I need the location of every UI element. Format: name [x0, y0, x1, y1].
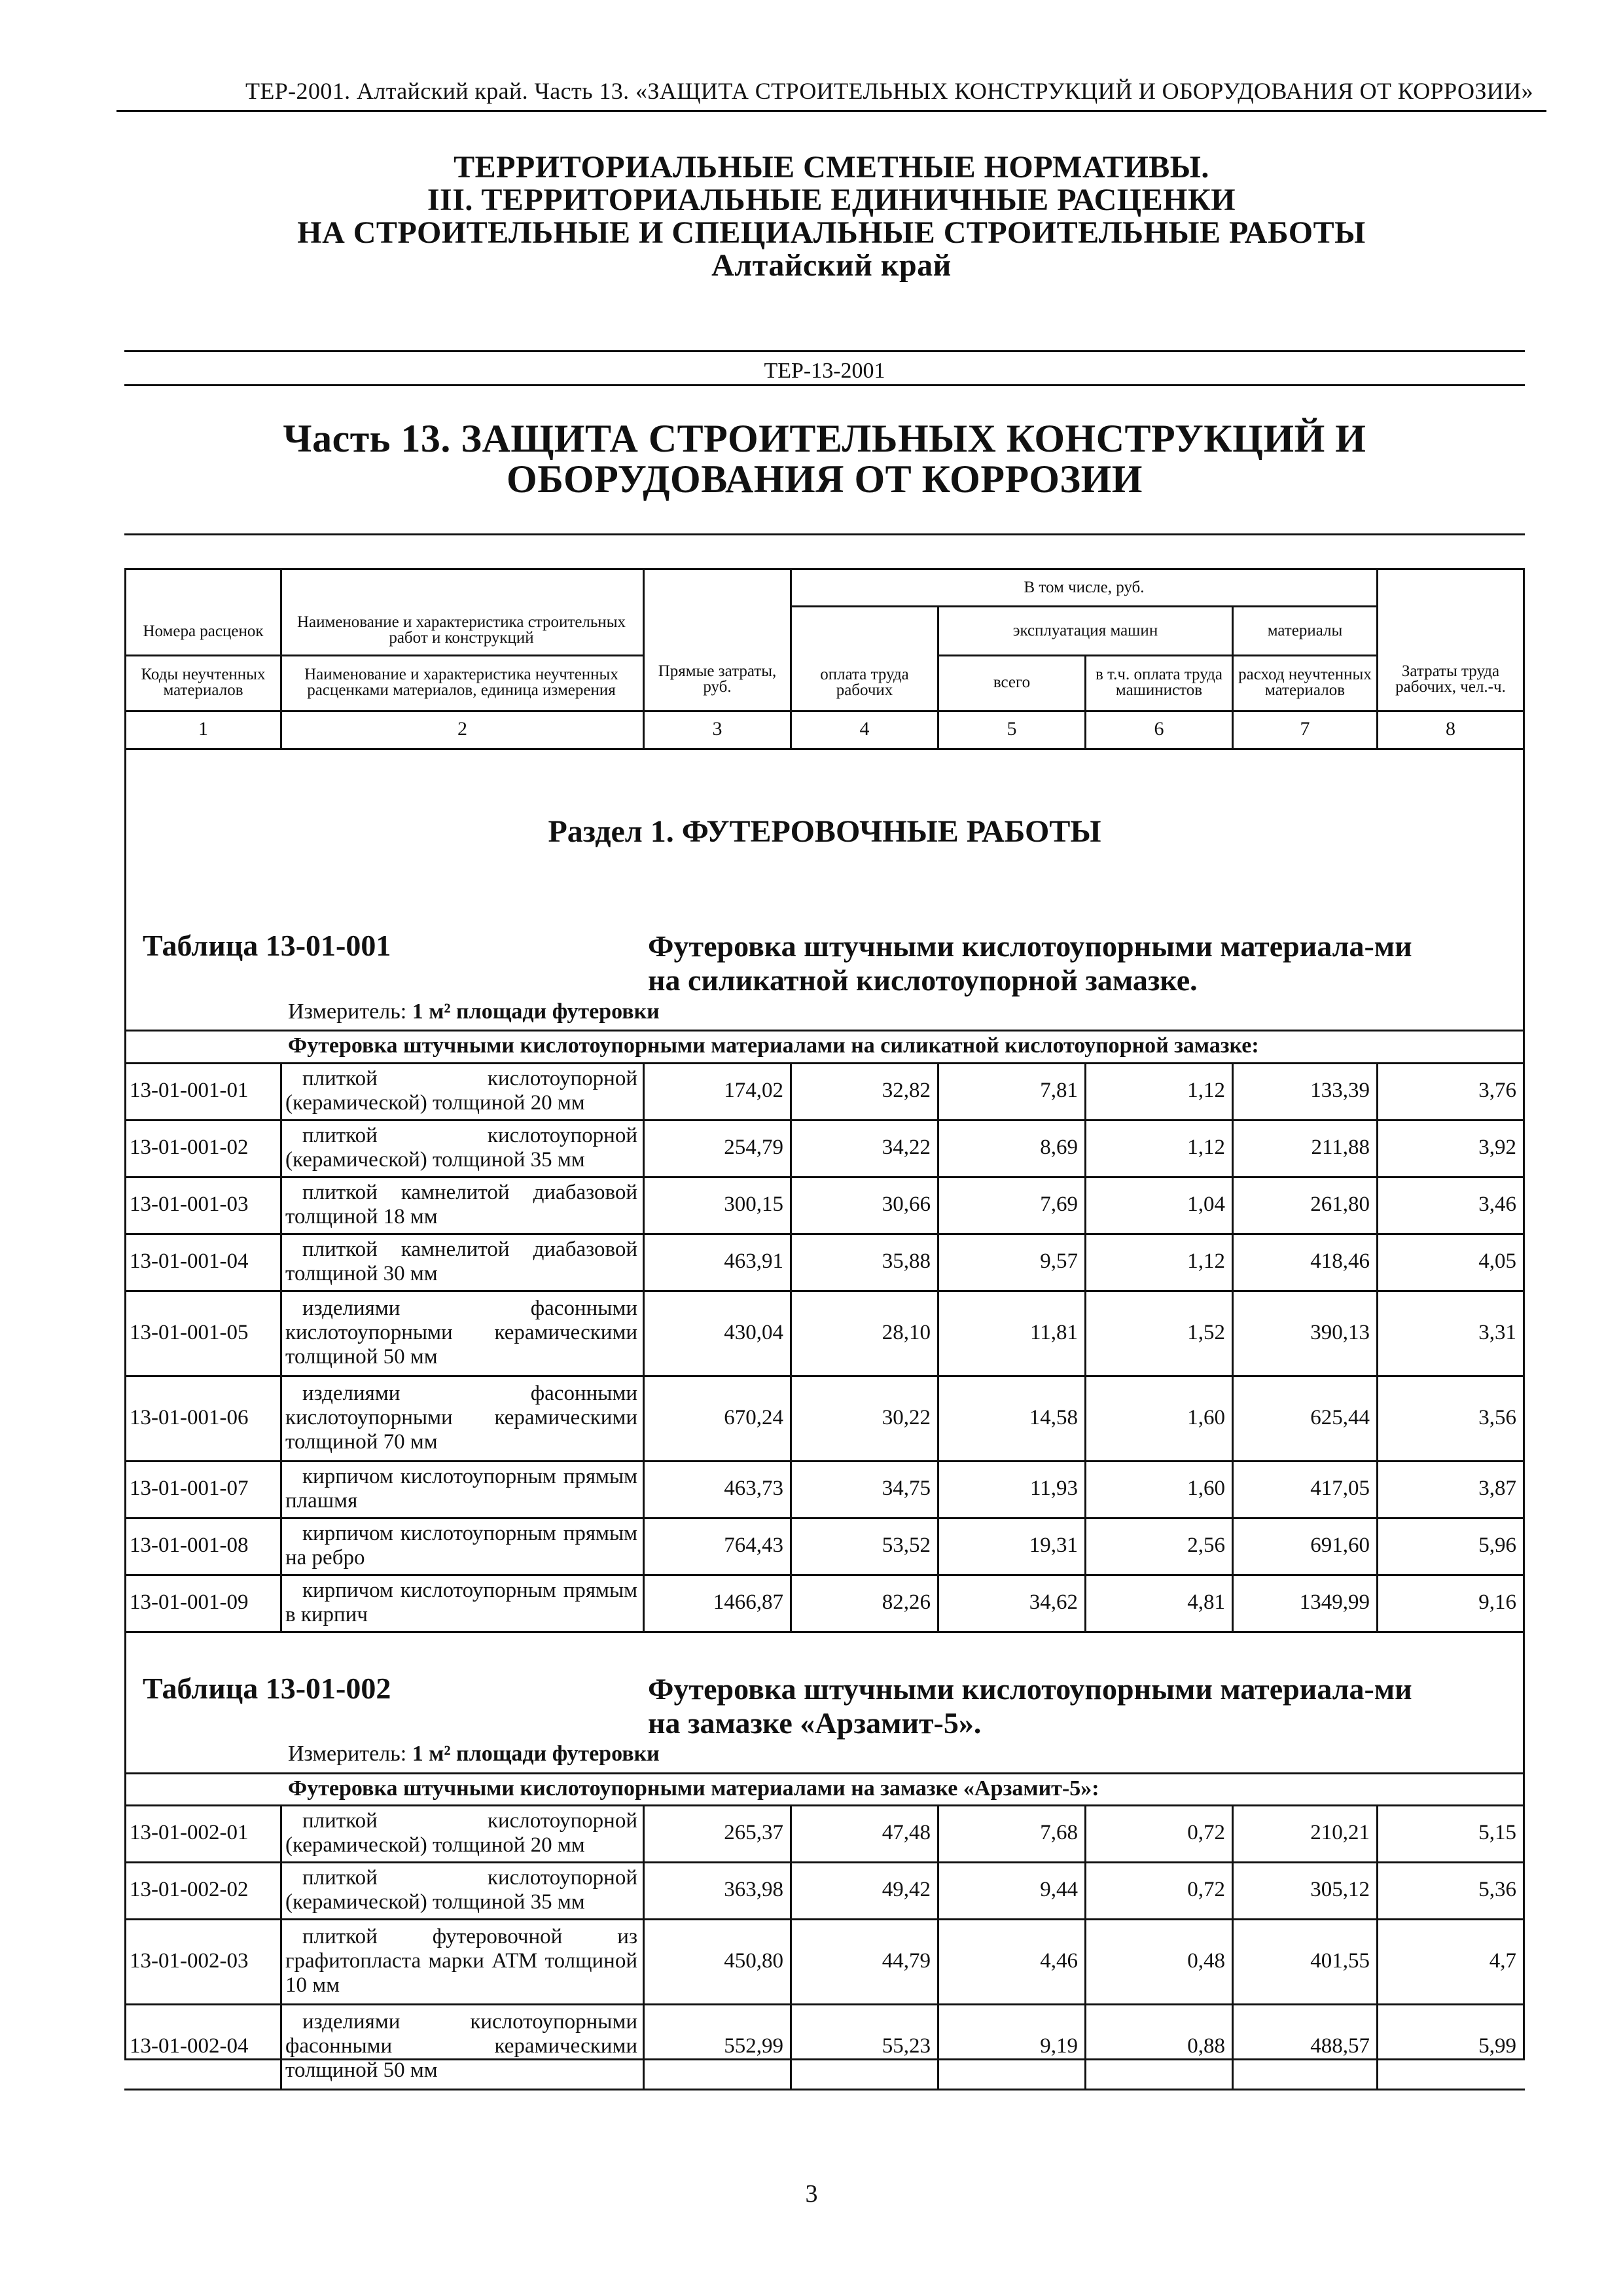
labor-pay: 35,88 [882, 1249, 931, 1273]
operator-pay: 0,72 [1187, 1878, 1225, 1901]
row-divider [124, 1631, 1525, 1633]
labor-pay: 30,22 [882, 1405, 931, 1429]
row-divider [124, 2089, 1525, 2090]
doc-title-region: Алтайский край [711, 248, 952, 283]
work-name: изделиями кислотоупорными фасонными керамическими толщиной 50 мм [285, 2009, 637, 2082]
table-2-number: Таблица 13-01-002 [143, 1672, 391, 1705]
column-number-7: 7 [1300, 718, 1310, 740]
column-number-5: 5 [1007, 718, 1017, 740]
rate-code: 13-01-002-04 [130, 2034, 249, 2058]
work-name: плиткой кислотоупорной (керамической) толщиной 35 мм [285, 1123, 637, 1172]
table-2-group-line-top [124, 1772, 1525, 1774]
labor-hours: 3,56 [1478, 1405, 1516, 1429]
materials-cost: 210,21 [1310, 1821, 1370, 1844]
work-name-cell [285, 1233, 637, 1290]
direct-cost: 363,98 [724, 1878, 783, 1901]
table-row [124, 1574, 1525, 1631]
materials-cost: 417,05 [1310, 1477, 1370, 1500]
direct-cost: 300,15 [724, 1193, 783, 1216]
labor-hours: 5,96 [1478, 1534, 1516, 1557]
operator-pay: 1,12 [1187, 1079, 1225, 1102]
labor-hours: 4,7 [1489, 1948, 1516, 1973]
table-row [124, 1119, 1525, 1176]
column-divider [1232, 1062, 1234, 1631]
running-header [116, 71, 1546, 112]
labor-hours: 5,36 [1478, 1878, 1516, 1901]
work-name: плиткой кислотоупорной (керамической) толщиной 20 мм [285, 1066, 637, 1115]
operator-pay: 1,12 [1187, 1249, 1225, 1273]
work-name-cell [285, 1119, 637, 1176]
work-name-cell [285, 1861, 637, 1918]
work-name: кирпичом кислотоупорным прямым в кирпич [285, 1578, 637, 1626]
operator-pay: 0,88 [1187, 2034, 1225, 2058]
column-divider [937, 1062, 939, 1631]
header-labor-pay: оплата труда рабочих [820, 666, 909, 699]
table-row [124, 1176, 1525, 1233]
doc-title-line-1: ТЕРРИТОРИАЛЬНЫЕ СМЕТНЫЕ НОРМАТИВЫ. [454, 150, 1209, 185]
header-material-name: Наименование и характеристика неучтенных расценками материалов, единица измерения [304, 666, 618, 699]
column-number-1: 1 [198, 718, 208, 740]
column-number-6: 6 [1154, 718, 1164, 740]
table-row [124, 1517, 1525, 1574]
direct-cost: 1466,87 [713, 1590, 783, 1614]
header-including: В том числе, руб. [1024, 578, 1145, 596]
labor-pay: 49,42 [882, 1878, 931, 1901]
direct-cost: 450,80 [724, 1948, 783, 1973]
direct-cost: 670,24 [724, 1405, 783, 1429]
direct-cost: 174,02 [724, 1079, 783, 1102]
materials-cost: 625,44 [1310, 1405, 1370, 1429]
work-name: плиткой камнелитой диабазовой толщиной 30 мм [285, 1237, 637, 1285]
operator-pay: 4,81 [1187, 1590, 1225, 1614]
work-name: плиткой кислотоупорной (керамической) толщиной 20 мм [285, 1808, 637, 1857]
materials-cost: 418,46 [1310, 1249, 1370, 1273]
header-rate-numbers: Номера расценок [143, 622, 264, 640]
work-name-cell [285, 1517, 637, 1574]
operator-pay: 2,56 [1187, 1534, 1225, 1557]
machines-total: 14,58 [1029, 1405, 1078, 1429]
code-rule-top [124, 350, 1525, 352]
part-title-line-2: ОБОРУДОВАНИЯ ОТ КОРРОЗИИ [507, 457, 1143, 501]
table-1-title: Футеровка штучными кислотоупорными материала-ми на силикатной кислотоупорной замазке. [648, 929, 1412, 997]
machines-total: 7,68 [1040, 1821, 1078, 1844]
work-name: плиткой футеровочной из графитопласта марки АТМ толщиной 10 мм [285, 1924, 637, 1997]
table-2-title: Футеровка штучными кислотоупорными материала-ми на замазке «Арзамит-5». [648, 1672, 1412, 1740]
rate-code: 13-01-001-08 [130, 1534, 249, 1557]
materials-cost: 211,88 [1311, 1136, 1370, 1159]
operator-pay: 0,72 [1187, 1821, 1225, 1844]
work-name: изделиями фасонными кислотоупорными керамическими толщиной 50 мм [285, 1296, 637, 1369]
column-divider [790, 1062, 792, 1631]
machines-total: 7,69 [1040, 1193, 1078, 1216]
work-name-cell [285, 1375, 637, 1460]
code-rule-bottom [124, 384, 1525, 386]
operator-pay: 1,60 [1187, 1405, 1225, 1429]
labor-pay: 34,75 [882, 1477, 931, 1500]
materials-cost: 488,57 [1310, 2034, 1370, 2058]
header-machines-total: всего [993, 673, 1031, 691]
machines-total: 8,69 [1040, 1136, 1078, 1159]
materials-cost: 133,39 [1310, 1079, 1370, 1102]
table-row [124, 1375, 1525, 1460]
work-name-cell [285, 1574, 637, 1631]
machines-total: 19,31 [1029, 1534, 1078, 1557]
column-divider [790, 1804, 792, 2089]
rate-code: 13-01-001-05 [130, 1320, 249, 1344]
table-1-meter-label: Измеритель: [288, 999, 407, 1024]
rate-code: 13-01-001-02 [130, 1136, 249, 1159]
doc-title-line-2: III. ТЕРРИТОРИАЛЬНЫЕ ЕДИНИЧНЫЕ РАСЦЕНКИ [427, 183, 1236, 217]
work-name-cell [285, 1062, 637, 1119]
labor-pay: 47,48 [882, 1821, 931, 1844]
materials-cost: 691,60 [1310, 1534, 1370, 1557]
machines-total: 34,62 [1029, 1590, 1078, 1614]
section-title: Раздел 1. ФУТЕРОВОЧНЫЕ РАБОТЫ [548, 814, 1101, 849]
labor-hours: 3,92 [1478, 1136, 1516, 1159]
work-name-cell [285, 1176, 637, 1233]
table-row [124, 1861, 1525, 1918]
column-divider [643, 1804, 645, 2089]
document-code: ТЕР-13-2001 [764, 359, 885, 383]
labor-hours: 3,76 [1478, 1079, 1516, 1102]
header-material-codes: Коды неучтенных материалов [141, 666, 266, 699]
machines-total: 4,46 [1040, 1948, 1078, 1973]
materials-cost: 401,55 [1310, 1948, 1370, 1973]
labor-pay: 34,22 [882, 1136, 931, 1159]
table-row [124, 1460, 1525, 1517]
table-2-group-heading: Футеровка штучными кислотоупорными материалами на замазке «Арзамит-5»: [288, 1776, 1099, 1801]
labor-hours: 4,05 [1478, 1249, 1516, 1273]
rate-code: 13-01-001-03 [130, 1193, 249, 1216]
labor-pay: 82,26 [882, 1590, 931, 1614]
table-border-top [124, 533, 1525, 535]
table-row [124, 1918, 1525, 2003]
table-1-meter-value: 1 м² площади футеровки [412, 999, 660, 1024]
direct-cost: 254,79 [724, 1136, 783, 1159]
rate-code: 13-01-002-01 [130, 1821, 249, 1844]
machines-total: 9,19 [1040, 2034, 1078, 2058]
direct-cost: 764,43 [724, 1534, 783, 1557]
column-number-3: 3 [712, 718, 722, 740]
header-line-numbers-bottom [124, 748, 1525, 750]
column-number-4: 4 [859, 718, 870, 740]
labor-hours: 3,46 [1478, 1193, 1516, 1216]
page-number: 3 [805, 2180, 818, 2208]
rate-code: 13-01-001-09 [130, 1590, 249, 1614]
labor-pay: 53,52 [882, 1534, 931, 1557]
direct-cost: 430,04 [724, 1320, 783, 1344]
header-labor-hours: Затраты труда рабочих, чел.-ч. [1395, 662, 1506, 696]
doc-title-line-3: НА СТРОИТЕЛЬНЫЕ И СПЕЦИАЛЬНЫЕ СТРОИТЕЛЬНЫЕ РАБОТЫ [297, 215, 1366, 250]
table-row [124, 1290, 1525, 1375]
work-name: изделиями фасонными кислотоупорными керамическими толщиной 70 мм [285, 1381, 637, 1454]
table-2-meter-value: 1 м² площади футеровки [412, 1742, 660, 1766]
work-name-cell [285, 1804, 637, 1861]
machines-total: 9,44 [1040, 1878, 1078, 1901]
rate-code: 13-01-001-01 [130, 1079, 249, 1102]
materials-cost: 305,12 [1310, 1878, 1370, 1901]
labor-pay: 55,23 [882, 2034, 931, 2058]
table-1-group-heading: Футеровка штучными кислотоупорными материалами на силикатной кислотоупорной замазке: [288, 1033, 1259, 1058]
table-1-number: Таблица 13-01-001 [143, 929, 391, 962]
labor-pay: 30,66 [882, 1193, 931, 1216]
work-name: кирпичом кислотоупорным прямым на ребро [285, 1521, 637, 1570]
table-row [124, 1062, 1525, 1119]
rate-code: 13-01-002-02 [130, 1878, 249, 1901]
labor-hours: 3,31 [1478, 1320, 1516, 1344]
table-row [124, 2003, 1525, 2089]
header-line-numbers-top [124, 710, 1525, 712]
work-name: плиткой камнелитой диабазовой толщиной 18 мм [285, 1180, 637, 1229]
labor-hours: 3,87 [1478, 1477, 1516, 1500]
column-divider [280, 1804, 282, 2089]
rate-code: 13-01-001-04 [130, 1249, 249, 1273]
table-2-meter [288, 1741, 660, 1767]
materials-cost: 1349,99 [1299, 1590, 1370, 1614]
direct-cost: 552,99 [724, 2034, 783, 2058]
machines-total: 11,93 [1029, 1477, 1078, 1500]
header-materials: материалы [1267, 622, 1343, 639]
direct-cost: 265,37 [724, 1821, 783, 1844]
header-machine-operation: эксплуатация машин [1012, 622, 1158, 639]
work-name: кирпичом кислотоупорным прямым плашмя [285, 1464, 637, 1513]
table-2-meter-label: Измеритель: [288, 1742, 407, 1766]
column-divider [1084, 1804, 1086, 2089]
labor-hours: 5,99 [1478, 2034, 1516, 2058]
operator-pay: 1,04 [1187, 1193, 1225, 1216]
machines-total: 11,81 [1029, 1320, 1078, 1344]
column-number-8: 8 [1446, 718, 1455, 740]
operator-pay: 1,52 [1187, 1320, 1225, 1344]
part-title-line-1: Часть 13. ЗАЩИТА СТРОИТЕЛЬНЫХ КОНСТРУКЦИЙ И [283, 417, 1366, 460]
labor-hours: 9,16 [1478, 1590, 1516, 1614]
table-row [124, 1804, 1525, 1861]
work-name-cell [285, 1460, 637, 1517]
rate-code: 13-01-001-06 [130, 1405, 249, 1429]
rate-code: 13-01-002-03 [130, 1948, 249, 1973]
column-divider [1084, 1062, 1086, 1631]
column-divider [1232, 1804, 1234, 2089]
operator-pay: 0,48 [1187, 1948, 1225, 1973]
column-divider [1376, 1804, 1378, 2089]
labor-pay: 44,79 [882, 1948, 931, 1973]
work-name-cell [285, 1290, 637, 1375]
work-name: плиткой кислотоупорной (керамической) толщиной 35 мм [285, 1865, 637, 1914]
running-header-text: ТЕР-2001. Алтайский край. Часть 13. «ЗАЩИТА СТРОИТЕЛЬНЫХ КОНСТРУКЦИЙ И ОБОРУДОВАНИЯ ОТ КОРРОЗИИ» [245, 78, 1533, 104]
materials-cost: 261,80 [1310, 1193, 1370, 1216]
table-1-group-line-top [124, 1030, 1525, 1031]
labor-pay: 32,82 [882, 1079, 931, 1102]
table-row [124, 1233, 1525, 1290]
header-work-name: Наименование и характеристика строительных работ и конструкций [296, 613, 626, 647]
rate-code: 13-01-001-07 [130, 1477, 249, 1500]
work-name-cell [285, 1918, 637, 2003]
table-1-meter [288, 999, 660, 1025]
column-divider [1376, 1062, 1378, 1631]
column-number-2: 2 [457, 718, 467, 740]
direct-cost: 463,73 [724, 1477, 783, 1500]
labor-hours: 5,15 [1478, 1821, 1516, 1844]
column-divider [643, 1062, 645, 1631]
column-divider [280, 1062, 282, 1631]
operator-pay: 1,12 [1187, 1136, 1225, 1159]
machines-total: 7,81 [1040, 1079, 1078, 1102]
header-material-usage: расход неучтенных материалов [1238, 666, 1372, 699]
direct-cost: 463,91 [724, 1249, 783, 1273]
machines-total: 9,57 [1040, 1249, 1078, 1273]
column-divider [937, 1804, 939, 2089]
header-direct-costs: Прямые затраты, руб. [658, 662, 777, 696]
work-name-cell [285, 2003, 637, 2089]
header-operator-pay: в т.ч. оплата труда машинистов [1096, 666, 1222, 699]
operator-pay: 1,60 [1187, 1477, 1225, 1500]
materials-cost: 390,13 [1310, 1320, 1370, 1344]
labor-pay: 28,10 [882, 1320, 931, 1344]
